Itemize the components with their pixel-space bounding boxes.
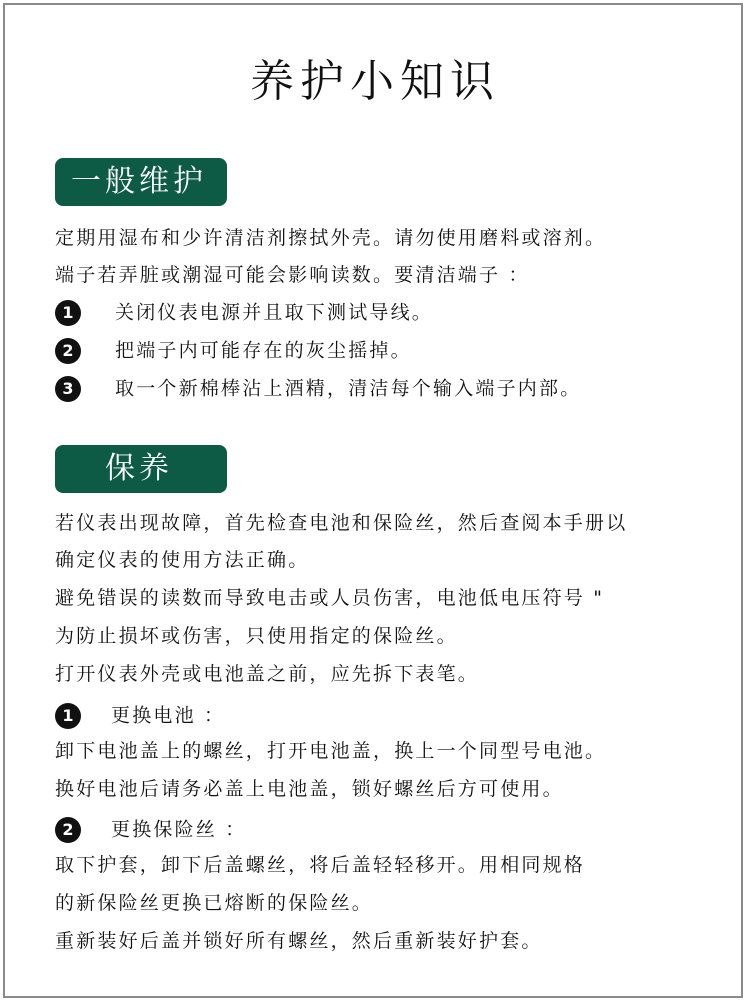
general-line-1: 定期用湿布和少许清洁剂擦拭外壳。请勿使用磨料或溶剂。 xyxy=(55,227,607,249)
battery-line-2: 换好电池后请务必盖上电池盖，锁好螺丝后方可使用。 xyxy=(55,778,564,800)
step-number-2: 2 xyxy=(55,817,81,843)
fuse-label: 更换保险丝 ： xyxy=(111,818,247,841)
step-text: 取一个新棉棒沾上酒精，清洁每个输入端子内部。 xyxy=(115,377,582,400)
general-step-3 xyxy=(55,375,581,402)
battery-line-1: 卸下电池盖上的螺丝，打开电池盖，换上一个同型号电池。 xyxy=(55,740,607,762)
general-line-2: 端子若弄脏或潮湿可能会影响读数。要清洁端子 ： xyxy=(55,264,530,286)
maintenance-line-3: 避免错误的读数而导致电击或人员伤害，电池低电压符号 " xyxy=(55,587,605,609)
maintenance-line-1: 若仪表出现故障，首先检查电池和保险丝，然后查阅本手册以 xyxy=(55,512,628,534)
page-title: 养护小知识 xyxy=(250,56,500,107)
section-heading-maintenance: 保养 xyxy=(55,445,227,493)
step-number-2: 2 xyxy=(55,338,81,364)
fuse-line-1: 取下护套，卸下后盖螺丝，将后盖轻轻移开。用相同规格 xyxy=(55,854,586,876)
step-number-3: 3 xyxy=(55,376,81,402)
maintenance-line-2: 确定仪表的使用方法正确。 xyxy=(55,549,310,571)
maintenance-line-5: 打开仪表外壳或电池盖之前，应先拆下表笔。 xyxy=(55,663,480,685)
battery-heading xyxy=(55,702,225,729)
step-text: 把端子内可能存在的灰尘摇掉。 xyxy=(115,339,412,362)
step-text: 关闭仪表电源并且取下测试导线。 xyxy=(115,301,434,324)
maintenance-line-4: 为防止损坏或伤害，只使用指定的保险丝。 xyxy=(55,625,458,647)
section-heading-general: 一般维护 xyxy=(55,158,227,206)
step-number-1: 1 xyxy=(55,703,81,729)
fuse-line-2: 的新保险丝更换已熔断的保险丝。 xyxy=(55,892,374,914)
battery-label: 更换电池 ： xyxy=(111,704,226,727)
general-step-2 xyxy=(55,337,412,364)
step-number-1: 1 xyxy=(55,300,81,326)
general-step-1 xyxy=(55,299,433,326)
fuse-heading xyxy=(55,816,246,843)
fuse-line-3: 重新装好后盖并锁好所有螺丝，然后重新装好护套。 xyxy=(55,930,543,952)
page-border xyxy=(3,3,743,998)
